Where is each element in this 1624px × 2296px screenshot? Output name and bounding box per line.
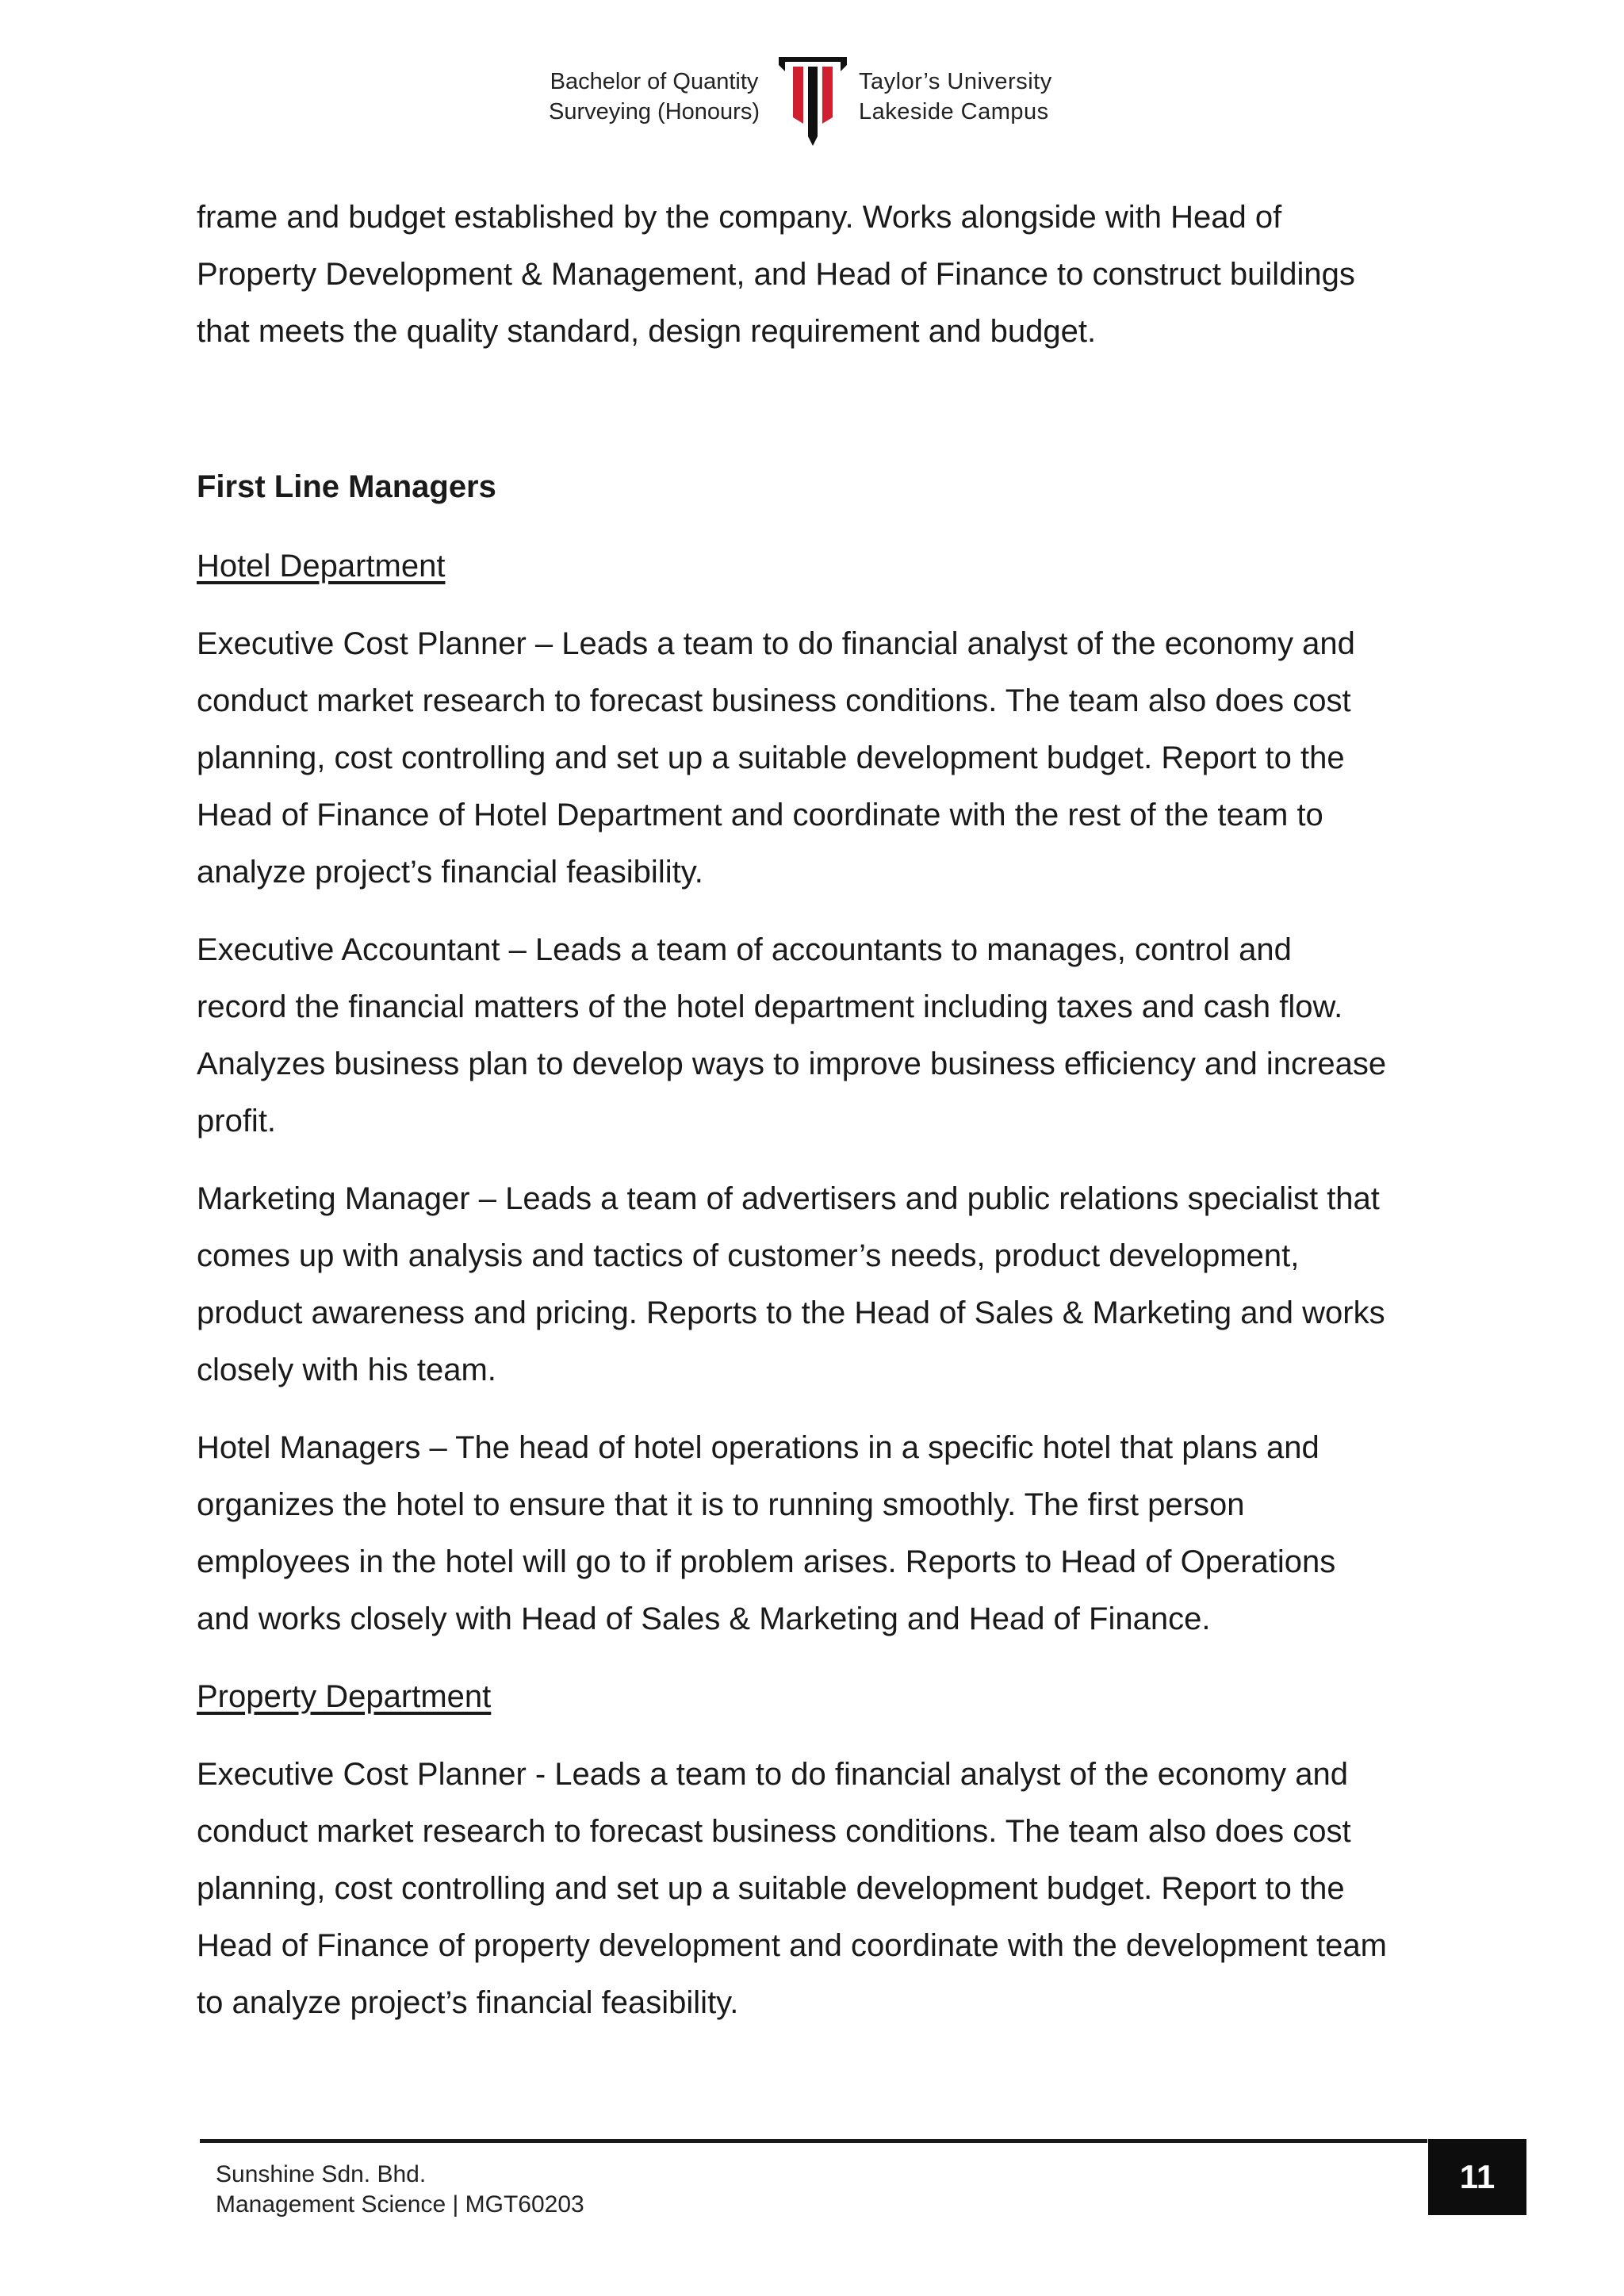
text-line: Executive Accountant – Leads a team of accountants to manages, control and — [197, 932, 1292, 967]
programme-name — [549, 67, 760, 127]
text-line: product awareness and pricing. Reports to the Head of Sales & Marketing and works — [197, 1295, 1385, 1330]
text-line: Analyzes business plan to develop ways to improve business efficiency and increase — [197, 1047, 1387, 1081]
hotel-managers-paragraph — [197, 1419, 1434, 1647]
marketing-manager-paragraph — [197, 1170, 1434, 1399]
programme-line-1: Bachelor of Quantity — [550, 69, 759, 94]
text-line: conduct market research to forecast business conditions. The team also does cost — [197, 683, 1351, 718]
text-line: closely with his team. — [197, 1353, 496, 1387]
text-line: analyze project’s financial feasibility. — [197, 855, 703, 890]
page-number: 11 — [1428, 2139, 1526, 2215]
footer-company: Sunshine Sdn. Bhd. — [216, 2161, 427, 2187]
programme-line-2: Surveying (Honours) — [549, 99, 760, 124]
text-line: record the financial matters of the hotel department including taxes and cash flow. — [197, 989, 1343, 1024]
text-line: comes up with analysis and tactics of customer’s needs, product development, — [197, 1238, 1300, 1273]
text-line: Executive Cost Planner – Leads a team to do financial analyst of the economy and — [197, 626, 1355, 661]
property-cost-planner-paragraph — [197, 1746, 1434, 2031]
campus-line: Lakeside Campus — [859, 99, 1049, 124]
hotel-department-subheading: Hotel Department — [197, 549, 446, 584]
text-line: organizes the hotel to ensure that it is to running smoothly. The first person — [197, 1487, 1245, 1522]
text-line: profit. — [197, 1104, 277, 1138]
university-line: Taylor’s University — [859, 69, 1052, 94]
footer-divider — [200, 2139, 1427, 2143]
text-line: conduct market research to forecast business conditions. The team also does cost — [197, 1814, 1351, 1849]
text-line: Hotel Managers – The head of hotel operations in a specific hotel that plans and — [197, 1430, 1320, 1465]
text-line: planning, cost controlling and set up a suitable development budget. Report to the — [197, 1871, 1345, 1906]
footer-course: Management Science | MGT60203 — [216, 2191, 584, 2218]
taylors-university-crest-icon — [777, 54, 848, 149]
text-line: planning, cost controlling and set up a suitable development budget. Report to the — [197, 740, 1345, 775]
text-line: and works closely with Head of Sales & Marketing and Head of Finance. — [197, 1601, 1211, 1636]
property-department-subheading: Property Department — [197, 1679, 492, 1714]
campus-name — [859, 67, 1052, 127]
text-line: Head of Finance of Hotel Department and coordinate with the rest of the team to — [197, 798, 1323, 832]
page-body — [197, 189, 1434, 2052]
section-heading: First Line Managers — [197, 469, 496, 504]
text-line: Property Development & Management, and Head of Finance to construct buildings — [197, 257, 1355, 292]
text-line: Executive Cost Planner - Leads a team to do financial analyst of the economy and — [197, 1757, 1348, 1792]
accountant-paragraph — [197, 921, 1434, 1150]
text-line: that meets the quality standard, design requirement and budget. — [197, 314, 1097, 349]
text-line: Head of Finance of property development and coordinate with the development team — [197, 1928, 1387, 1963]
page-header — [0, 54, 1624, 157]
text-line: Marketing Manager – Leads a team of advertisers and public relations specialist that — [197, 1181, 1380, 1216]
text-line: frame and budget established by the company. Works alongside with Head of — [197, 200, 1282, 235]
text-line: to analyze project’s financial feasibility. — [197, 1985, 739, 2020]
text-line: employees in the hotel will go to if problem arises. Reports to Head of Operations — [197, 1544, 1336, 1579]
hotel-cost-planner-paragraph — [197, 615, 1434, 901]
intro-paragraph — [197, 189, 1434, 360]
footer-info — [216, 2160, 584, 2220]
